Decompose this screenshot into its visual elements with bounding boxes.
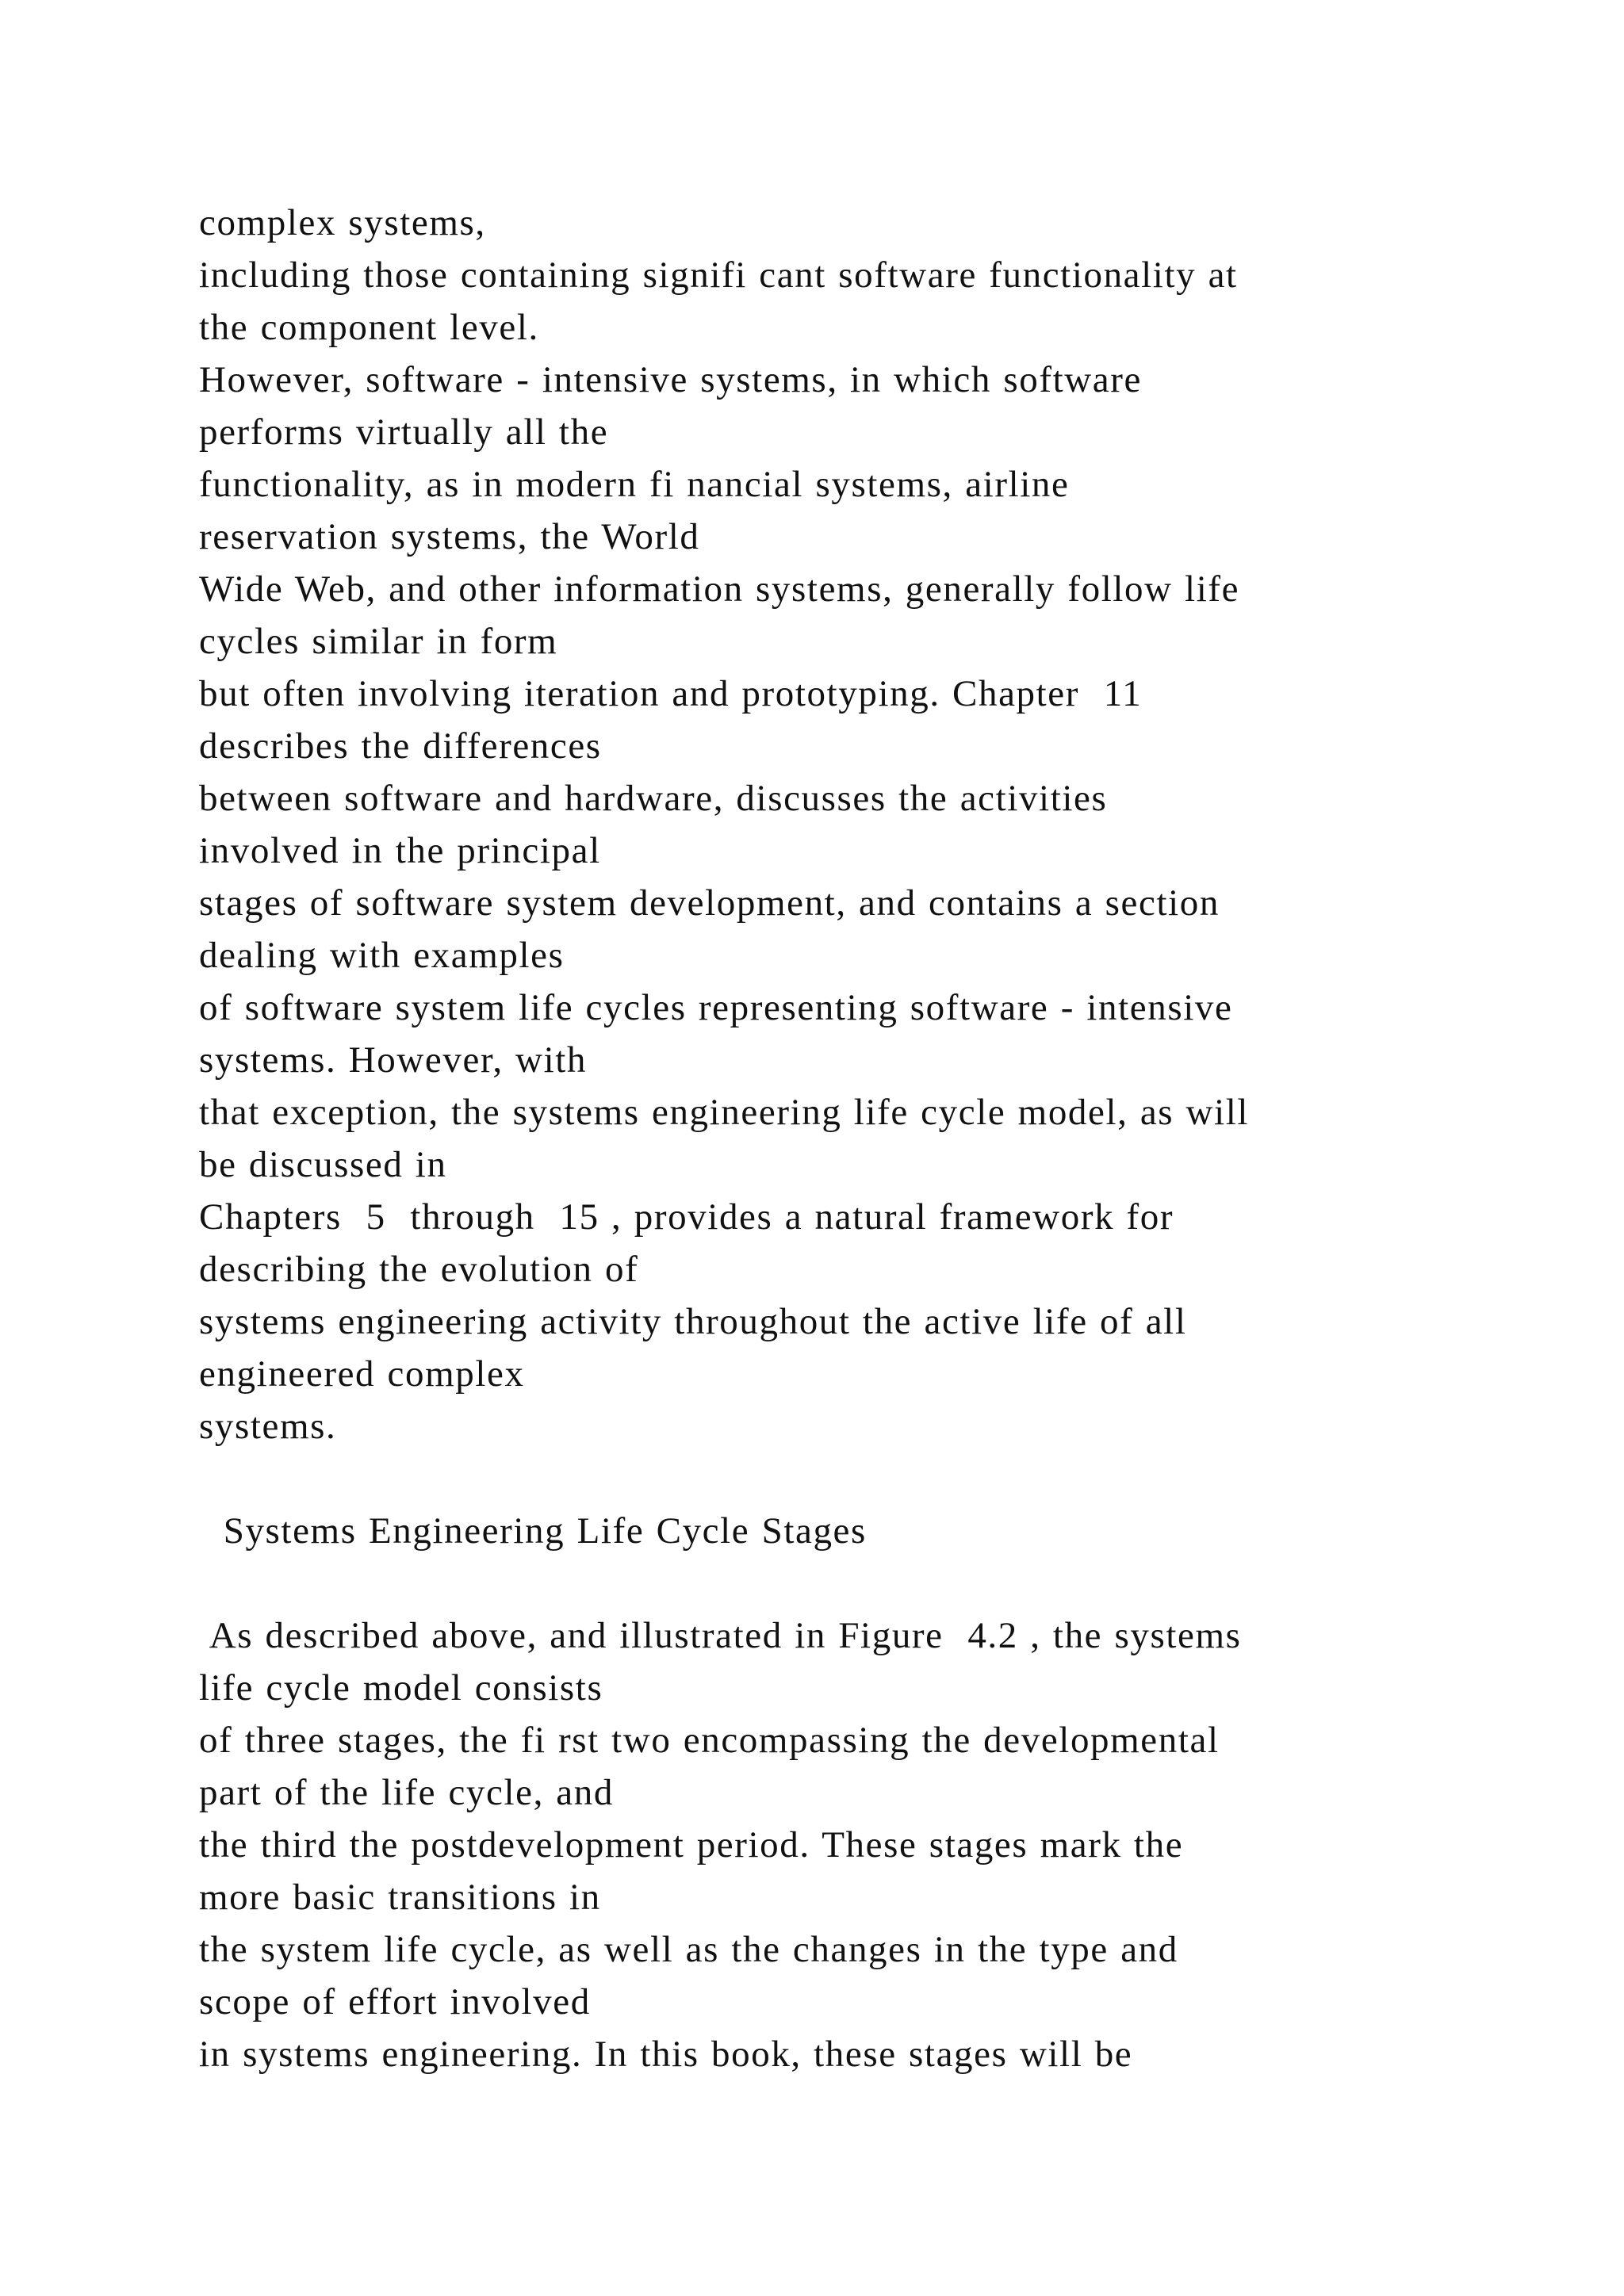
text-line: describes the differences [199,725,602,767]
text-line: Chapters 5 through 15 , provides a natural framework for [199,1196,1174,1238]
text-line: systems engineering activity throughout the active life of all [199,1301,1187,1342]
text-line: scope of effort involved [199,1981,591,2022]
text-line: complex systems, [199,202,486,243]
text-line: systems. However, with [199,1039,587,1081]
text-line: more basic transitions in [199,1877,601,1918]
text-line: describing the evolution of [199,1249,639,1290]
blank-line [199,1557,1547,1609]
text-line: the system life cycle, as well as the changes in the type and [199,1929,1178,1970]
text-line: of software system life cycles representing software - intensive [199,987,1233,1028]
text-line: life cycle model consists [199,1667,603,1709]
text-line: dealing with examples [199,935,565,976]
text-line: the component level. [199,307,539,348]
blank-line [199,1452,1547,1505]
text-line: of three stages, the fi rst two encompassing the developmental [199,1720,1220,1761]
text-line: involved in the principal [199,830,601,871]
text-line: including those containing signifi cant software functionality at [199,254,1238,296]
text-line: but often involving iteration and prototyping. Chapter 11 [199,673,1143,714]
text-line: between software and hardware, discusses the activities [199,778,1108,819]
text-line: However, software - intensive systems, in which software [199,359,1142,400]
text-line: be discussed in [199,1144,447,1185]
body-text [199,197,1547,2080]
text-line: the third the postdevelopment period. These stages mark the [199,1824,1184,1866]
text-line: reservation systems, the World [199,516,700,557]
section-heading: Systems Engineering Life Cycle Stages [199,1510,867,1552]
text-line: in systems engineering. In this book, these stages will be [199,2034,1133,2075]
text-line: engineered complex [199,1353,525,1395]
text-line: cycles similar in form [199,621,558,662]
text-line: that exception, the systems engineering life cycle model, as will [199,1092,1250,1133]
text-line: Wide Web, and other information systems, generally follow life [199,568,1240,610]
text-line: systems. [199,1406,337,1447]
text-line: stages of software system development, and contains a section [199,882,1220,924]
text-line: performs virtually all the [199,411,609,453]
text-line: part of the life cycle, and [199,1772,614,1813]
text-line: functionality, as in modern fi nancial systems, airline [199,464,1070,505]
text-line: As described above, and illustrated in Figure 4.2 , the systems [199,1615,1242,1656]
